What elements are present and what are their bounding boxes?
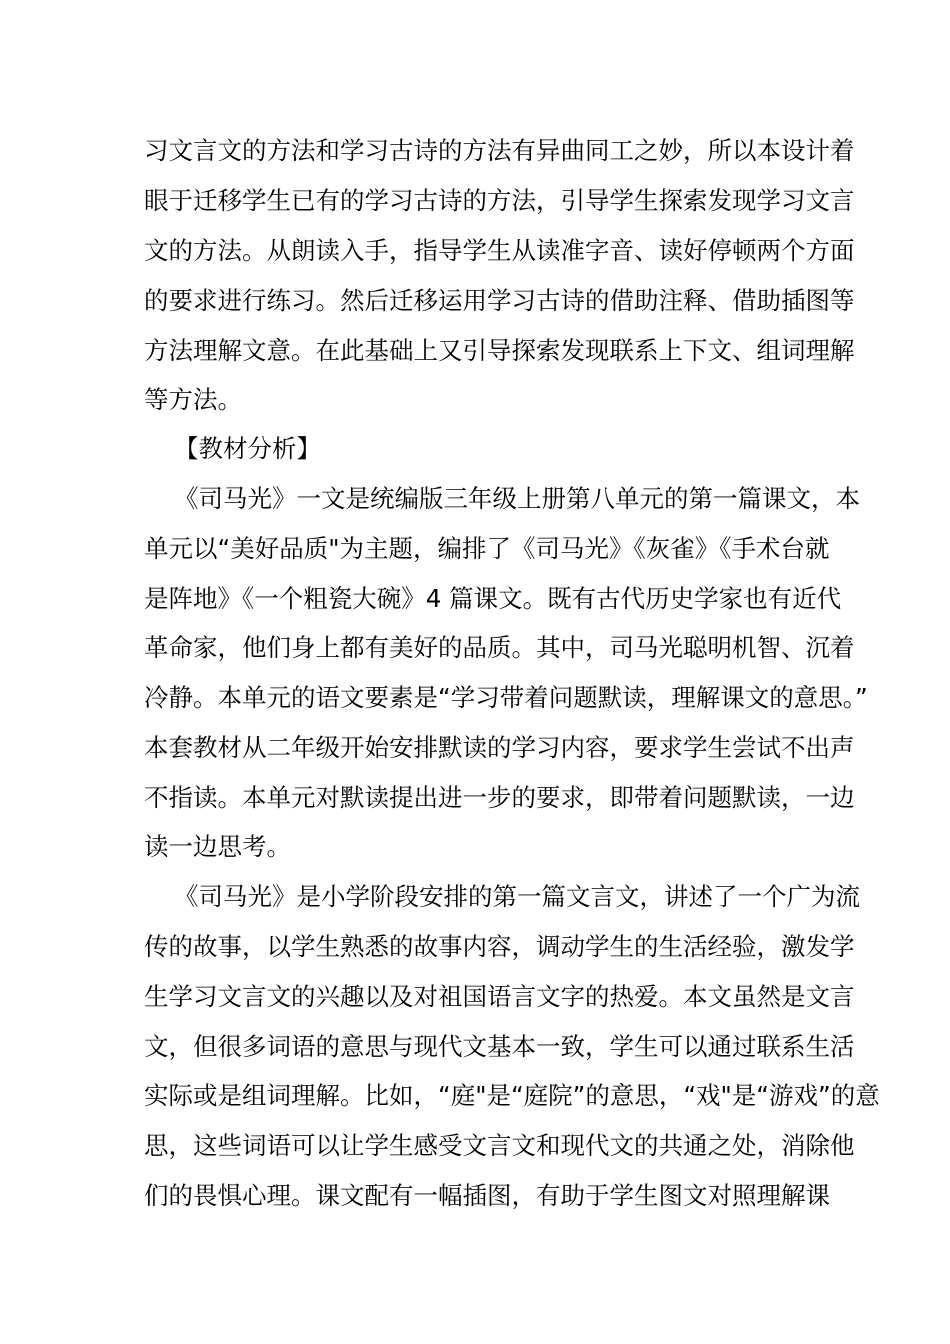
paragraph-2-line-6: 本套教材从二年级开始安排默读的学习内容，要求学生尝试不出声 <box>144 733 855 762</box>
paragraph-1-line-5: 方法理解文意。在此基础上又引导探索发现联系上下文、组词理解 <box>144 336 855 365</box>
paragraph-1-line-6: 等方法。 <box>144 385 242 414</box>
paragraph-2-line-1: 《司马光》一文是统编版三年级上册第八单元的第一篇课文，本 <box>174 484 860 513</box>
paragraph-3-line-2: 传的故事，以学生熟悉的故事内容，调动学生的生活经验，激发学 <box>144 932 855 961</box>
paragraph-3-line-7: 们的畏惧心理。课文配有一幅插图，有助于学生图文对照理解课 <box>144 1181 830 1210</box>
paragraph-1-line-4: 的要求进行练习。然后迁移运用学习古诗的借助注释、借助插图等 <box>144 286 855 315</box>
paragraph-1-line-1: 习文言文的方法和学习古诗的方法有异曲同工之妙，所以本设计着 <box>144 136 855 165</box>
section-heading: 【教材分析】 <box>174 434 321 463</box>
paragraph-3-line-4: 文，但很多词语的意思与现代文基本一致，学生可以通过联系生活 <box>144 1032 855 1061</box>
paragraph-2-line-4: 革命家，他们身上都有美好的品质。其中，司马光聪明机智、沉着 <box>144 633 855 662</box>
paragraph-2-line-3: 是阵地》《一个粗瓷大碗》4 篇课文。既有古代历史学家也有近代 <box>144 584 842 613</box>
paragraph-2-line-8: 读一边思考。 <box>144 832 291 861</box>
paragraph-3-line-6: 思，这些词语可以让学生感受文言文和现代文的共通之处，消除他 <box>144 1131 855 1160</box>
paragraph-1-line-2: 眼于迁移学生已有的学习古诗的方法，引导学生探索发现学习文言 <box>144 186 855 215</box>
paragraph-2-line-7: 不指读。本单元对默读提出进一步的要求，即带着问题默读，一边 <box>144 783 855 812</box>
paragraph-3-line-5: 实际或是组词理解。比如，“庭"是“庭院”的意思，“戏"是“游戏”的意 <box>144 1081 880 1110</box>
paragraph-2-line-2: 单元以“美好品质"为主题，编排了《司马光》《灰雀》《手术台就 <box>144 534 830 563</box>
paragraph-1-line-3: 文的方法。从朗读入手，指导学生从读准字音、读好停顿两个方面 <box>144 236 855 265</box>
paragraph-3-line-1: 《司马光》是小学阶段安排的第一篇文言文，讲述了一个广为流 <box>174 882 860 911</box>
paragraph-2-line-5: 冷静。本单元的语文要素是“学习带着问题默读，理解课文的意思。” <box>144 683 868 712</box>
paragraph-3-line-3: 生学习文言文的兴趣以及对祖国语言文字的热爱。本文虽然是文言 <box>144 982 855 1011</box>
